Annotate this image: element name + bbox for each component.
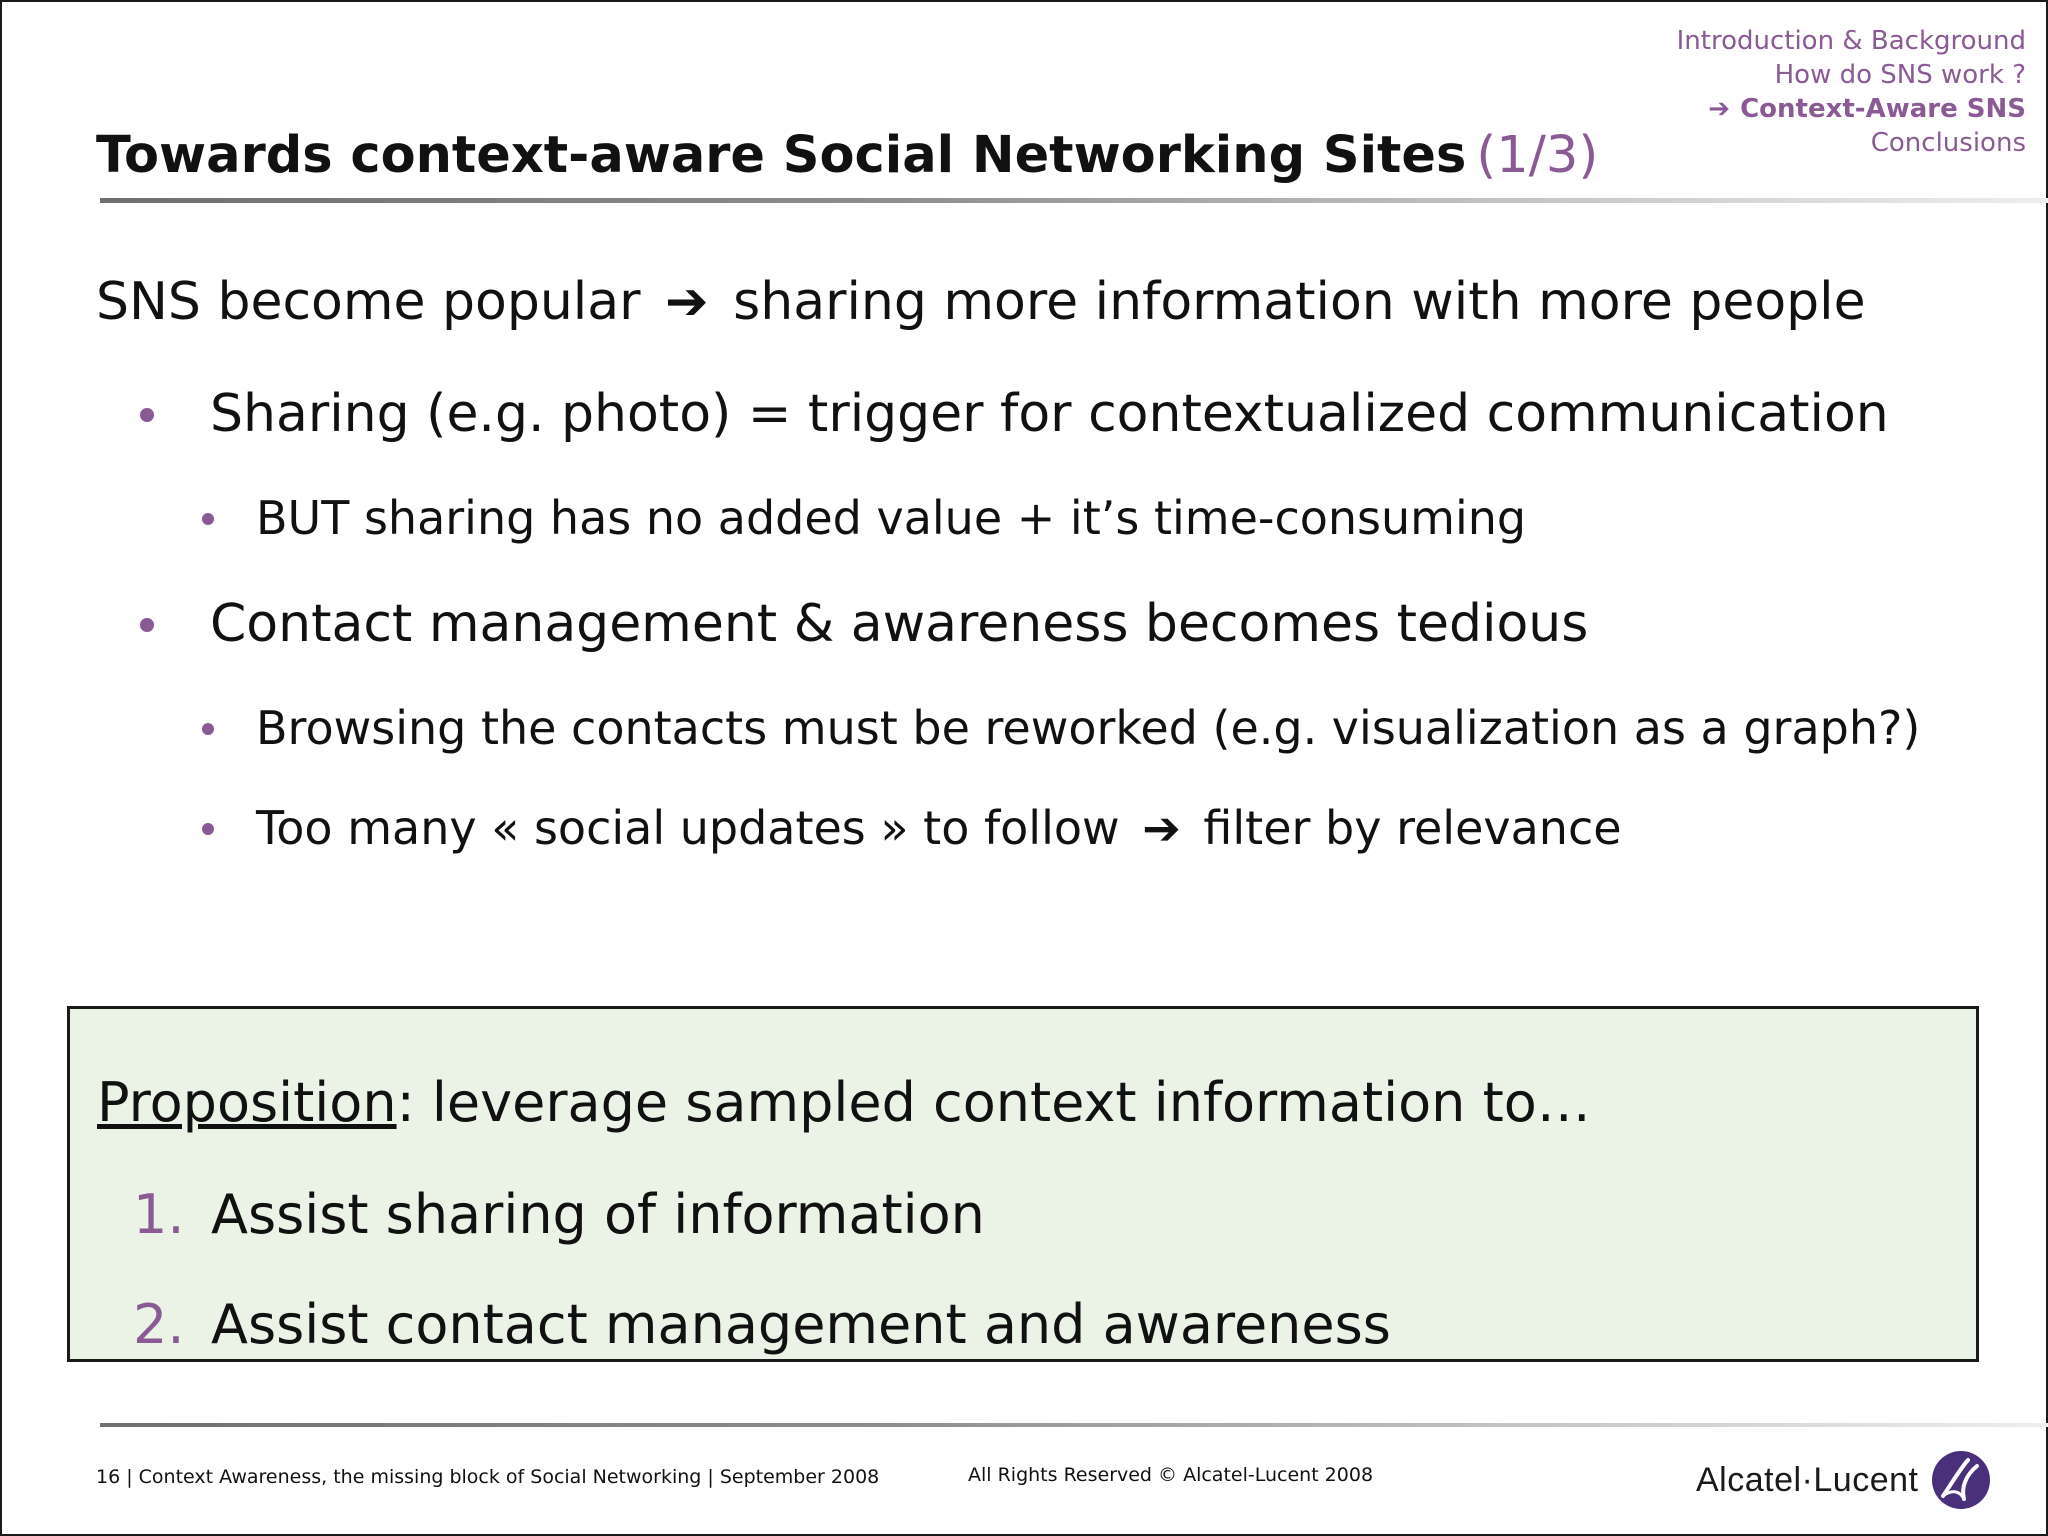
bullet-text-end: filter by relevance bbox=[1203, 801, 1622, 855]
bullet-dot-icon bbox=[140, 408, 154, 422]
bullet-dot-icon bbox=[202, 823, 214, 835]
footer-divider bbox=[100, 1423, 2048, 1427]
footer-page-info: 16 | Context Awareness, the missing block of Social Networking | September 2008 bbox=[96, 1466, 880, 1488]
proposition-statement: : leverage sampled context information to… bbox=[396, 1071, 1591, 1134]
subbullet-browsing-contacts bbox=[256, 694, 1920, 762]
bullet-dot-icon bbox=[202, 723, 214, 735]
bullet-dot-icon bbox=[202, 513, 214, 525]
nav-item-conclusions: Conclusions bbox=[1870, 128, 2026, 158]
nav-item-introduction: Introduction & Background bbox=[1676, 26, 2026, 56]
proposition-item-1 bbox=[133, 1177, 985, 1253]
proposition-item-2 bbox=[133, 1287, 1391, 1363]
slide-title bbox=[96, 124, 1598, 188]
bullet-sharing bbox=[210, 376, 1889, 452]
nav-item-context-aware-sns bbox=[1677, 92, 2026, 126]
list-number: 1. bbox=[133, 1183, 185, 1246]
slide-counter: (1/3) bbox=[1476, 126, 1599, 185]
right-arrow-icon: ➔ bbox=[1142, 801, 1181, 855]
bullet-text: Sharing (e.g. photo) = trigger for contextualized communication bbox=[210, 384, 1889, 444]
lead-statement bbox=[96, 264, 1866, 340]
nav-item-how-sns-work: How do SNS work ? bbox=[1774, 60, 2026, 90]
bullet-contact-management bbox=[210, 586, 1588, 662]
proposition-label: Proposition bbox=[97, 1071, 397, 1134]
proposition-heading bbox=[97, 1065, 1591, 1141]
bullet-text: Browsing the contacts must be reworked (e.g. visualization as a graph?) bbox=[256, 701, 1921, 755]
list-item-text: Assist contact management and awareness bbox=[211, 1293, 1391, 1356]
slide-title-text: Towards context-aware Social Networking Sites bbox=[96, 126, 1467, 185]
list-number: 2. bbox=[133, 1293, 185, 1356]
lead-statement-end: sharing more information with more people bbox=[733, 272, 1866, 332]
bullet-text: Contact management & awareness becomes tedious bbox=[210, 594, 1589, 654]
subbullet-social-updates bbox=[256, 794, 1622, 862]
bullet-text: BUT sharing has no added value + it’s time-consuming bbox=[256, 491, 1527, 545]
bullet-text-start: Too many « social updates » to follow bbox=[256, 801, 1120, 855]
section-navigation bbox=[1677, 24, 2026, 160]
proposition-box bbox=[67, 1006, 1979, 1362]
footer-copyright: All Rights Reserved © Alcatel-Lucent 2008 bbox=[968, 1464, 1374, 1486]
current-section-arrow-icon: ➔ bbox=[1708, 94, 1731, 124]
right-arrow-icon: ➔ bbox=[665, 272, 709, 332]
title-divider bbox=[100, 198, 2048, 203]
list-item-text: Assist sharing of information bbox=[211, 1183, 985, 1246]
lead-statement-start: SNS become popular bbox=[96, 272, 641, 332]
logo-wordmark: Alcatel·Lucent bbox=[1696, 1460, 1919, 1499]
alcatel-lucent-swirl-icon bbox=[1930, 1449, 1992, 1511]
alcatel-lucent-logo bbox=[1696, 1448, 1992, 1512]
nav-item-label: Context-Aware SNS bbox=[1740, 94, 2026, 124]
subbullet-sharing-value bbox=[256, 484, 1526, 552]
bullet-dot-icon bbox=[140, 618, 154, 632]
